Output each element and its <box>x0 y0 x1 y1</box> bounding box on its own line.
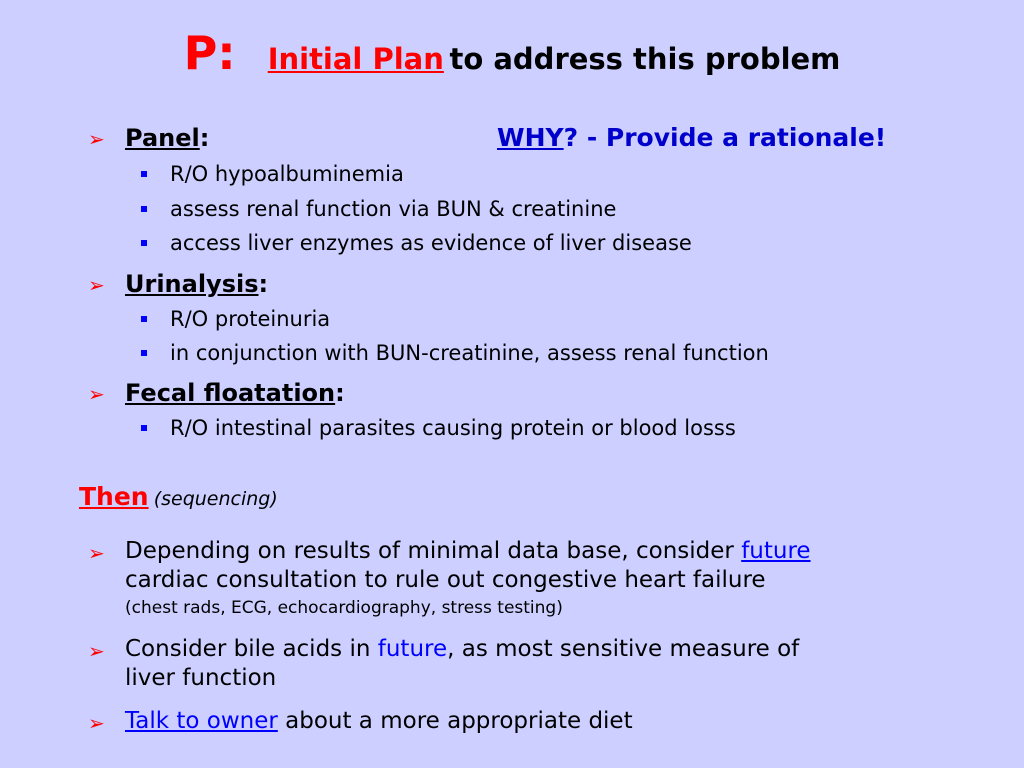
square-bullet-icon <box>141 171 147 177</box>
fecal-heading-colon: : <box>335 379 345 407</box>
arrow-bullet-icon: ➢ <box>88 541 105 565</box>
step1-text: Depending on results of minimal data base, consider <box>125 538 742 564</box>
step2-text: Consider bile acids in <box>125 636 378 662</box>
urinalysis-heading <box>125 270 268 298</box>
step3-rest: about a more appropriate diet <box>277 708 633 734</box>
panel-item: R/O hypoalbuminemia <box>170 162 404 186</box>
urinalysis-item: R/O proteinuria <box>170 307 331 331</box>
then-label: Then <box>79 482 149 511</box>
step3-line <box>125 708 633 734</box>
title-initial-plan: Initial Plan <box>267 42 444 76</box>
step1-line2: cardiac consultation to rule out congestive heart failure <box>125 567 766 593</box>
urinalysis-item: in conjunction with BUN-creatinine, assess renal function <box>170 341 769 365</box>
sequencing-label: (sequencing) <box>153 488 278 510</box>
square-bullet-icon <box>141 350 147 356</box>
arrow-bullet-icon: ➢ <box>88 382 105 406</box>
why-link[interactable]: WHY <box>497 123 564 152</box>
panel-item: assess renal function via BUN & creatinine <box>170 197 617 221</box>
arrow-bullet-icon: ➢ <box>88 711 105 735</box>
square-bullet-icon <box>141 240 147 246</box>
why-rest: ? - Provide a rationale! <box>563 123 887 152</box>
fecal-item: R/O intestinal parasites causing protein or blood losss <box>170 416 736 440</box>
step1-detail: (chest rads, ECG, echocardiography, stress testing) <box>125 598 563 618</box>
step2-future: future <box>377 636 448 662</box>
step1-future-link[interactable]: future <box>741 538 811 564</box>
arrow-bullet-icon: ➢ <box>88 639 105 663</box>
panel-heading-label: Panel <box>125 124 200 152</box>
panel-heading-colon: : <box>199 124 210 152</box>
talk-to-owner-link[interactable]: Talk to owner <box>125 708 278 734</box>
square-bullet-icon <box>141 316 147 322</box>
step1-line1 <box>125 538 811 564</box>
panel-heading <box>125 124 209 152</box>
title-rest: to address this problem <box>449 42 841 76</box>
fecal-heading-label: Fecal floatation <box>125 379 336 407</box>
title-p-label: P: <box>183 26 236 80</box>
why-rationale <box>497 123 886 152</box>
arrow-bullet-icon: ➢ <box>88 273 105 297</box>
then-heading <box>79 482 278 511</box>
panel-item: access liver enzymes as evidence of liver disease <box>170 231 692 255</box>
step2-text-rest: , as most sensitive measure of <box>447 636 800 662</box>
step2-line1 <box>125 636 799 662</box>
fecal-heading <box>125 379 345 407</box>
square-bullet-icon <box>141 425 147 431</box>
slide-title <box>0 26 1024 80</box>
arrow-bullet-icon: ➢ <box>88 127 105 151</box>
urinalysis-heading-label: Urinalysis <box>125 270 259 298</box>
step2-line2: liver function <box>125 665 277 691</box>
urinalysis-heading-colon: : <box>258 270 269 298</box>
square-bullet-icon <box>141 206 147 212</box>
